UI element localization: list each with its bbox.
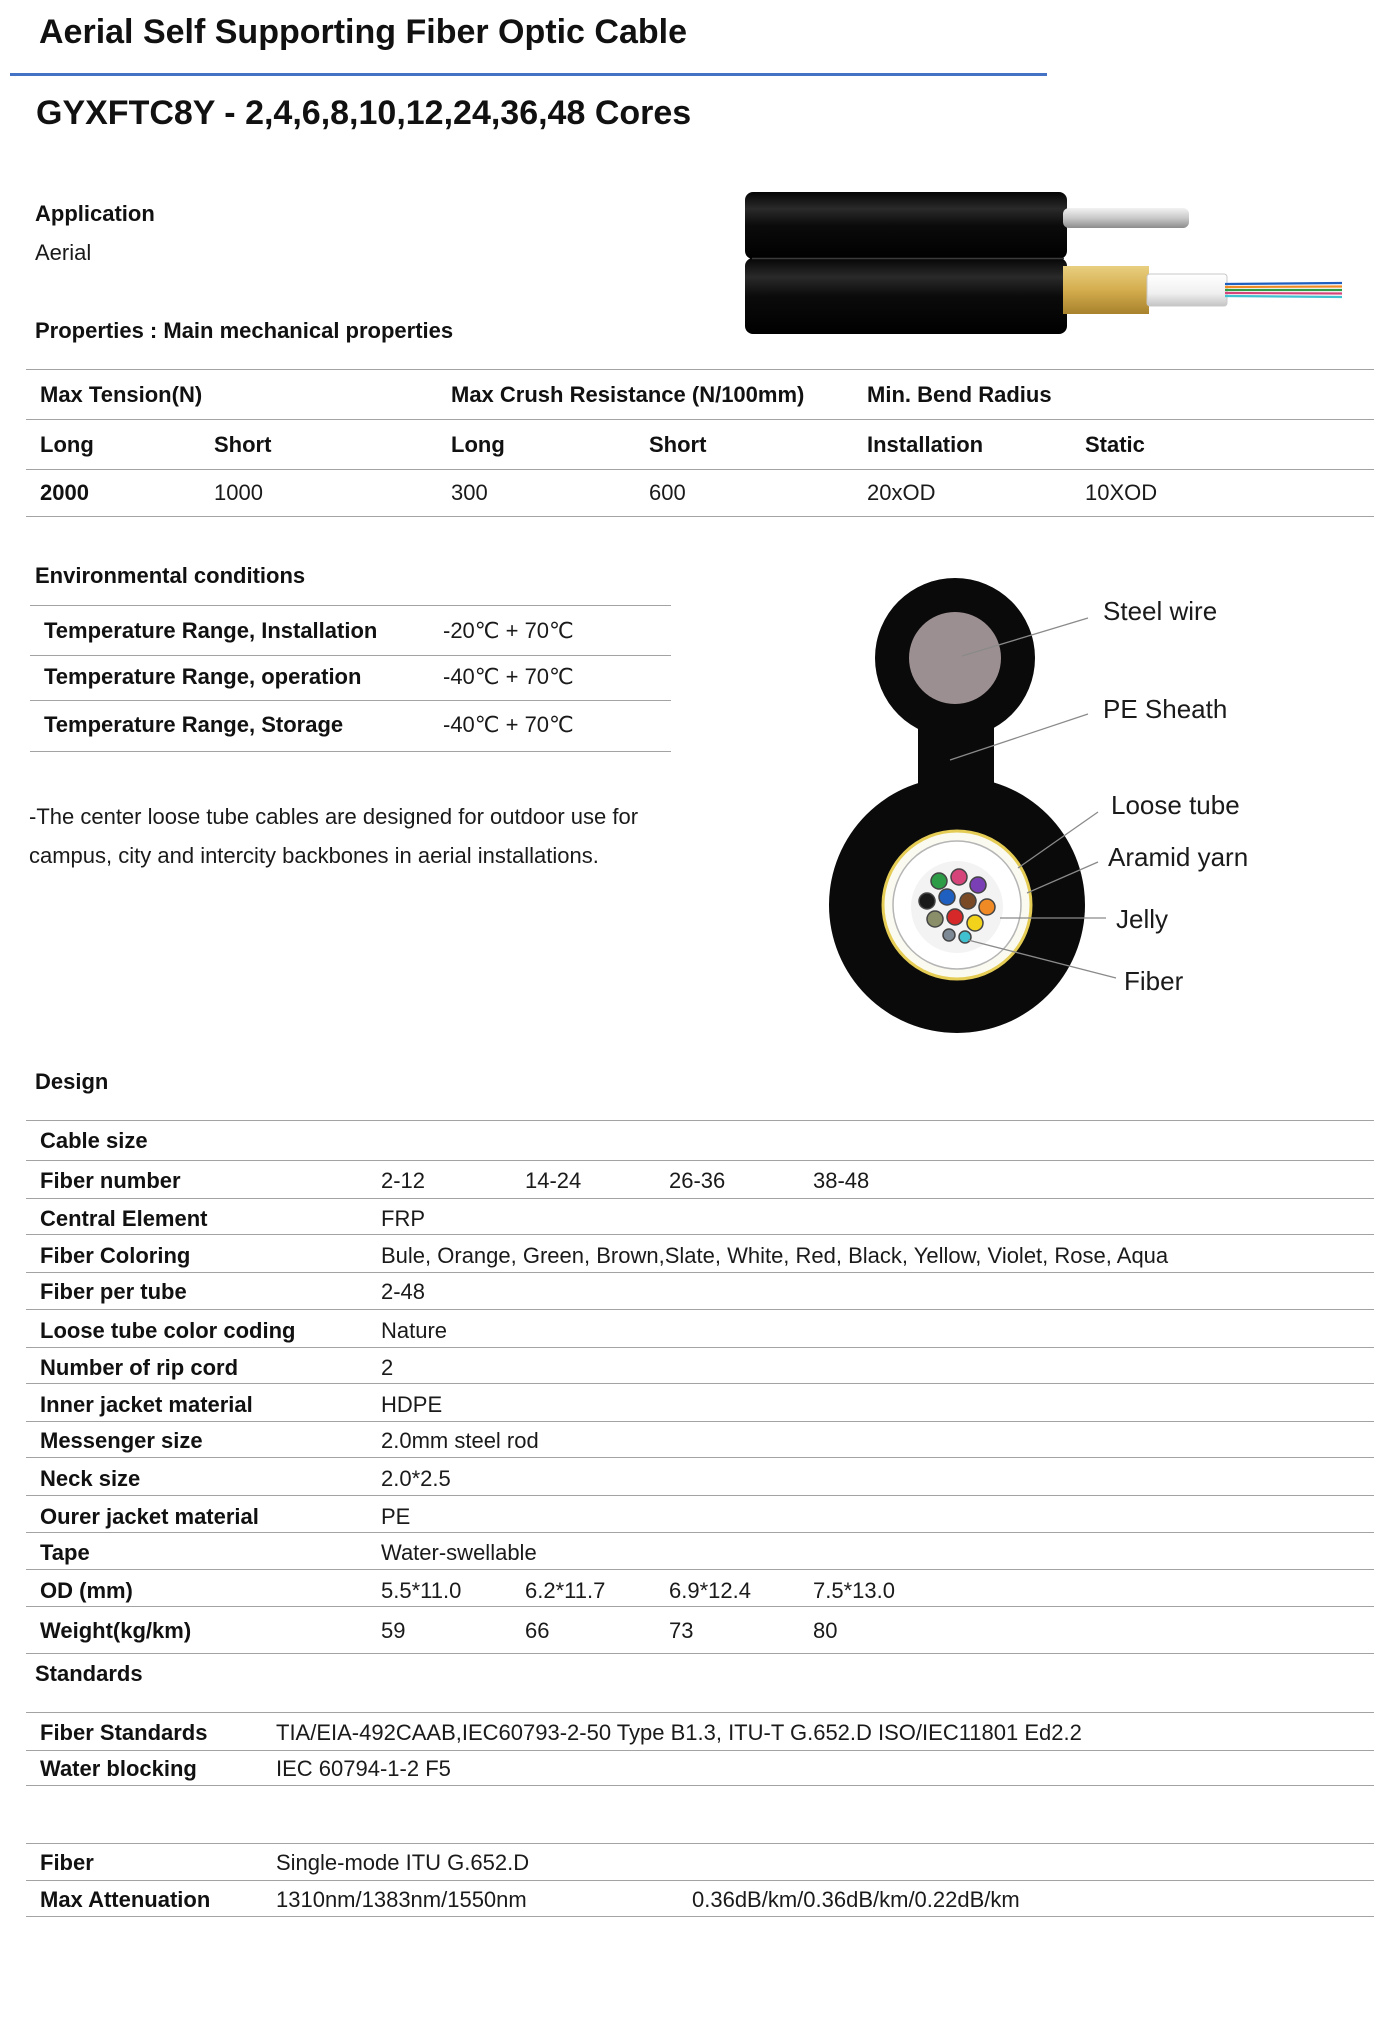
row-label: Temperature Range, Installation [44, 618, 378, 643]
table-cell: 300 [451, 480, 488, 505]
row-label: Fiber number [40, 1168, 181, 1193]
design-row-neck-size [0, 1465, 1400, 1493]
table-rule [30, 605, 671, 606]
table-rule [26, 1347, 1374, 1348]
max-crush-header: Max Crush Resistance (N/100mm) [451, 382, 805, 407]
steel-wire [909, 612, 1001, 704]
row-value: 59 [381, 1618, 406, 1643]
design-row-tape [0, 1539, 1400, 1567]
row-value: TIA/EIA-492CAAB,IEC60793-2-50 Type B1.3, ITU-T G.652.D ISO/IEC11801 Ed2.2 [276, 1720, 1082, 1745]
row-label: Neck size [40, 1466, 141, 1491]
table-rule [26, 1421, 1374, 1422]
row-value: 26-36 [669, 1168, 726, 1193]
model-subtitle: GYXFTC8Y - 2,4,6,8,10,12,24,36,48 Cores [36, 94, 692, 132]
design-row-weight [0, 1617, 1400, 1645]
fiber-strand [1225, 283, 1342, 284]
row-value: 14-24 [525, 1168, 582, 1193]
max-tension-header: Max Tension(N) [40, 382, 203, 407]
row-label: Water blocking [40, 1756, 197, 1781]
fiber-core [979, 899, 995, 915]
row-value: -40℃ + 70℃ [443, 664, 574, 689]
row-label: Cable size [40, 1128, 148, 1153]
table-rule [26, 1160, 1374, 1161]
label-fiber: Fiber [1124, 966, 1184, 996]
fiber-core [919, 893, 935, 909]
fiber-core [959, 931, 971, 943]
label-aramid-yarn: Aramid yarn [1108, 842, 1249, 872]
table-cell: 1000 [214, 480, 263, 505]
design-row-loose-tube-color [0, 1317, 1400, 1345]
label-steel-wire: Steel wire [1103, 596, 1218, 626]
row-label: Tape [40, 1540, 90, 1565]
design-row-outer-jacket [0, 1503, 1400, 1531]
column-header: Short [214, 432, 272, 457]
row-value: Water-swellable [381, 1540, 537, 1565]
mechanical-group-row [0, 381, 1400, 409]
column-header: Long [451, 432, 505, 457]
row-value: 6.2*11.7 [525, 1578, 606, 1603]
standards-row-fiber [0, 1719, 1400, 1747]
fiber-core [943, 929, 955, 941]
row-value: 38-48 [813, 1168, 870, 1193]
label-loose-tube: Loose tube [1111, 790, 1240, 820]
fiber-strand [1225, 293, 1342, 294]
mechanical-heading: Properties : Main mechanical properties [35, 318, 454, 343]
row-value: HDPE [381, 1392, 443, 1417]
row-value: FRP [381, 1206, 425, 1231]
mechanical-value-row [0, 479, 1400, 507]
messenger-jacket [745, 192, 1067, 259]
table-rule [26, 1653, 1374, 1654]
table-rule [26, 1880, 1374, 1881]
fiber-strand [1225, 287, 1342, 288]
table-cell: 2000 [40, 480, 89, 505]
mechanical-column-row [0, 431, 1400, 459]
row-value: Nature [381, 1318, 448, 1343]
row-value: -20℃ + 70℃ [443, 618, 574, 643]
row-value: 0.36dB/km/0.36dB/km/0.22dB/km [692, 1887, 1020, 1912]
application-value: Aerial [35, 240, 92, 265]
row-label: Ourer jacket material [40, 1504, 259, 1529]
table-rule [26, 1457, 1374, 1458]
design-row-inner-jacket [0, 1391, 1400, 1419]
fiber-core [960, 893, 976, 909]
design-row-od [0, 1577, 1400, 1605]
row-label: Inner jacket material [40, 1392, 253, 1417]
row-label: Messenger size [40, 1428, 203, 1453]
row-label: Fiber [40, 1850, 94, 1875]
column-header: Short [649, 432, 707, 457]
row-label: Temperature Range, Storage [44, 712, 344, 737]
table-rule [26, 419, 1374, 420]
fiber-strand [1225, 296, 1342, 297]
row-value: 5.5*11.0 [381, 1578, 462, 1603]
row-label: OD (mm) [40, 1578, 133, 1603]
row-value: -40℃ + 70℃ [443, 712, 574, 737]
standards-row-water-blocking [0, 1755, 1400, 1783]
table-cell: 10XOD [1085, 480, 1158, 505]
row-value: 73 [669, 1618, 694, 1643]
table-rule [26, 1712, 1374, 1713]
description-line: -The center loose tube cables are designed for outdoor use for [29, 804, 639, 829]
steel-rod [1063, 208, 1189, 228]
row-label: Weight(kg/km) [40, 1618, 192, 1643]
description-line: campus, city and intercity backbones in aerial installations. [29, 843, 599, 868]
row-value: 80 [813, 1618, 838, 1643]
environment-heading: Environmental conditions [35, 563, 306, 588]
fiber-row-attenuation [0, 1886, 1400, 1914]
table-rule [26, 1309, 1374, 1310]
row-value: 1310nm/1383nm/1550nm [276, 1887, 527, 1912]
table-rule [26, 1606, 1374, 1607]
row-value: 2 [381, 1355, 394, 1380]
column-header: Installation [867, 432, 984, 457]
row-value: 66 [525, 1618, 550, 1643]
fiber-core [939, 889, 955, 905]
fiber-core [931, 873, 947, 889]
design-row-fiber-coloring [0, 1242, 1400, 1270]
table-rule [26, 1383, 1374, 1384]
row-label: Loose tube color coding [40, 1318, 296, 1343]
table-rule [30, 751, 671, 752]
fiber-row-type [0, 1849, 1400, 1877]
table-rule [26, 1916, 1374, 1917]
loose-tube-exposed [1147, 274, 1227, 306]
design-row-fiber-per-tube [0, 1278, 1400, 1306]
cable-jacket [745, 258, 1067, 334]
table-rule [26, 1198, 1374, 1199]
row-label: Fiber Standards [40, 1720, 208, 1745]
table-cell: 600 [649, 480, 686, 505]
table-rule [26, 1785, 1374, 1786]
row-value: 2.0mm steel rod [381, 1428, 539, 1453]
row-label: Max Attenuation [40, 1887, 211, 1912]
min-bend-radius-header: Min. Bend Radius [867, 382, 1052, 407]
table-rule [26, 1750, 1374, 1751]
standards-heading: Standards [35, 1661, 143, 1686]
row-value: 7.5*13.0 [813, 1578, 895, 1603]
cross-section-diagram [820, 570, 1290, 1050]
table-rule [26, 516, 1374, 517]
fiber-core [951, 869, 967, 885]
fiber-core [947, 909, 963, 925]
application-heading: Application [35, 201, 155, 226]
table-rule [26, 469, 1374, 470]
column-header: Static [1085, 432, 1145, 457]
title-rule [10, 73, 1047, 76]
table-cell: 20xOD [867, 480, 936, 505]
label-pe-sheath: PE Sheath [1103, 694, 1228, 724]
design-row-central-element [0, 1205, 1400, 1233]
table-rule [26, 1495, 1374, 1496]
table-rule [26, 1532, 1374, 1533]
row-label: Fiber Coloring [40, 1243, 191, 1268]
row-label: Fiber per tube [40, 1279, 187, 1304]
table-rule [30, 655, 671, 656]
cable-photo [740, 185, 1350, 345]
table-rule [26, 1120, 1374, 1121]
design-row-messenger-size [0, 1427, 1400, 1455]
row-value: Bule, Orange, Green, Brown,Slate, White, Red, Black, Yellow, Violet, Rose, Aqua [381, 1243, 1169, 1268]
fiber-core [970, 877, 986, 893]
row-value: 2-48 [381, 1279, 426, 1304]
row-label: Central Element [40, 1206, 208, 1231]
design-heading: Design [35, 1069, 109, 1094]
design-row-cable-size [0, 1127, 1400, 1155]
row-value: 2.0*2.5 [381, 1466, 451, 1491]
column-header: Long [40, 432, 94, 457]
row-value: 6.9*12.4 [669, 1578, 751, 1603]
row-value: IEC 60794-1-2 F5 [276, 1756, 451, 1781]
aramid-yarn-layer [1063, 266, 1149, 314]
table-rule [30, 700, 671, 701]
page-title: Aerial Self Supporting Fiber Optic Cable [39, 13, 687, 51]
row-value: Single-mode ITU G.652.D [276, 1850, 530, 1875]
table-rule [26, 1569, 1374, 1570]
table-rule [26, 1843, 1374, 1844]
fiber-core [927, 911, 943, 927]
row-value: 2-12 [381, 1168, 426, 1193]
table-rule [26, 369, 1374, 370]
row-label: Temperature Range, operation [44, 664, 362, 689]
table-rule [26, 1234, 1374, 1235]
design-row-fiber-number [0, 1167, 1400, 1195]
fiber-core [967, 915, 983, 931]
label-jelly: Jelly [1116, 904, 1169, 934]
row-label: Number of rip cord [40, 1355, 239, 1380]
design-row-rip-cord [0, 1354, 1400, 1382]
table-rule [26, 1272, 1374, 1273]
row-value: PE [381, 1504, 411, 1529]
